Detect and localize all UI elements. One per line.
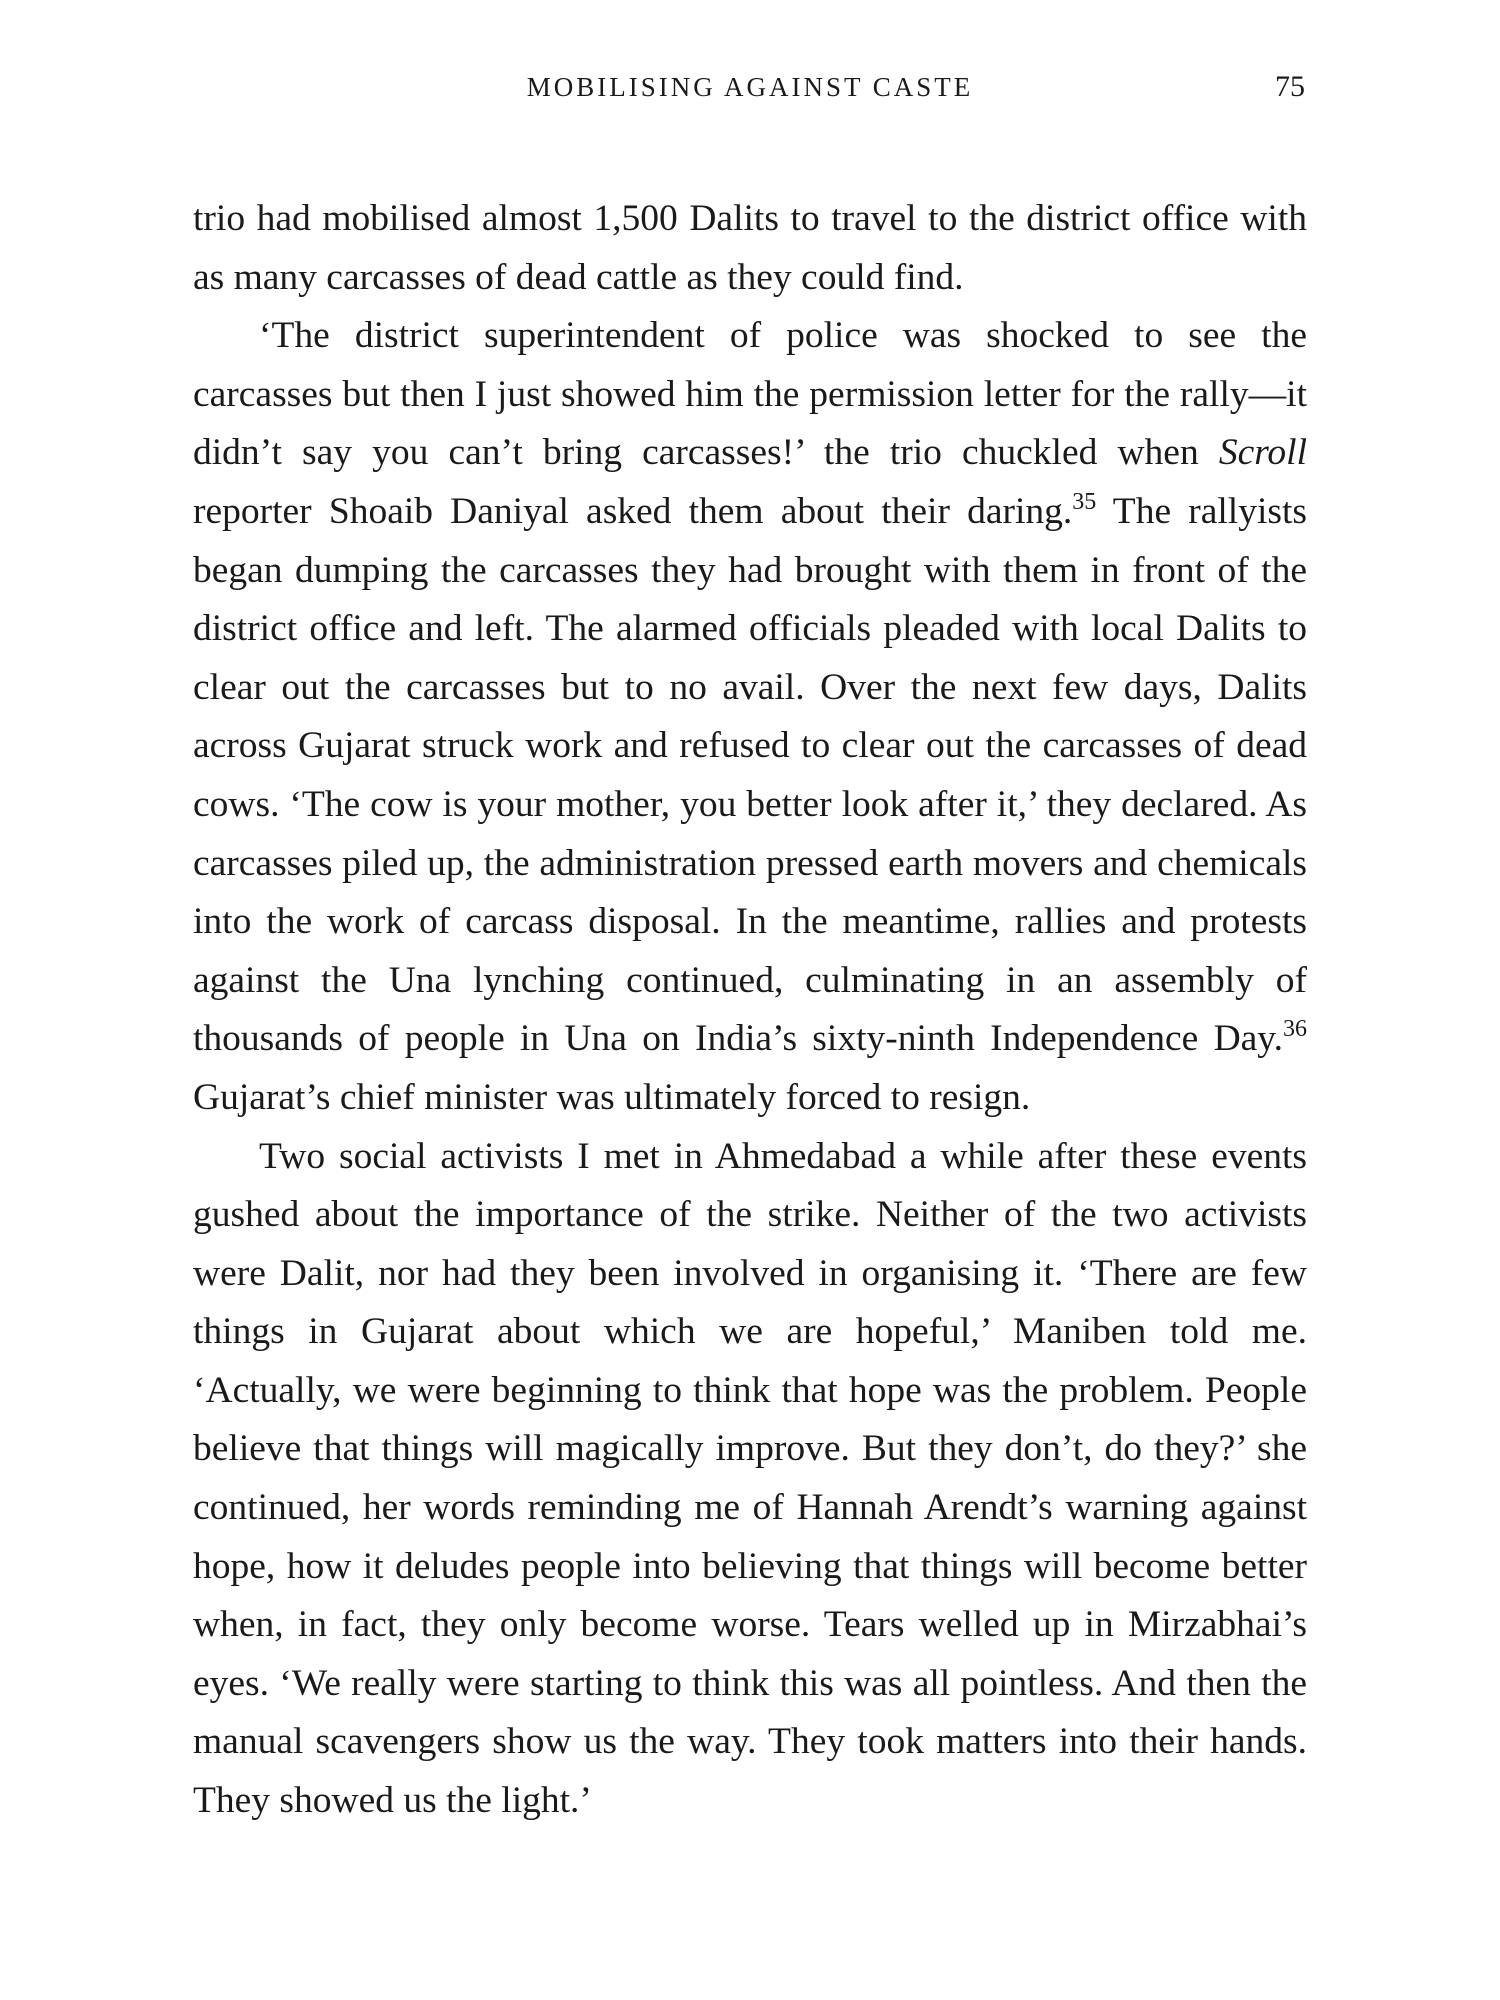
running-title: MOBILISING AGAINST CASTE [526,72,974,102]
body-text [193,190,1307,1831]
paragraph-continued [193,190,1307,307]
paragraph-rally [193,307,1307,1127]
footnote-marker: 35 [1072,488,1097,515]
running-head [195,72,1305,112]
paragraph-text: Two social activists I met in Ahmedabad a while after these events gushed about the importance of the strike. Neither of the two activists were Dalit, nor had they been involved in organising it. ‘There are few things in Gujarat about which we are hopeful,’ Maniben told me. ‘Actually, we were beginning to think that hope was the problem. People believe that things will magically improve. But they don’t, do they?’ she continued, her words reminding me of Hannah Arendt’s warning against hope, how it deludes people into believing that things will become better when, in fact, they only become worse. Tears welled up in Mirzabhai’s eyes. ‘We really were starting to think this was all pointless. And then the manual scavengers show us the way. They took matters into their hands. They showed us the light.’ [193,1135,1307,1822]
paragraph-text: Gujarat’s chief minister was ultimately forced to resign. [193,1076,1031,1118]
footnote-marker: 36 [1283,1016,1307,1043]
paragraph-text: ‘The district superintendent of police was shocked to see the carcasses but then I just showed him the permission letter for the rally—it didn’t say you can’t bring carcasses!’ the trio chuckled when [193,315,1307,474]
paragraph-text: The rallyists began dumping the carcasses they had brought with them in front of the district office and left. The alarmed officials pleaded with local Dalits to clear out the carcasses but to no avail. Over the next few days, Dalits across Gujarat struck work and refused to clear out the carcasses of dead cows. ‘The cow is your mother, you better look after it,’ they declared. As carcasses piled up, the administration pressed earth movers and chemicals into the work of carcass disposal. In the meantime, rallies and protests against the Una lynching continued, culminating in an assembly of thousands of people in Una on India’s sixty-ninth Independence Day. [193,490,1307,1060]
page-number: 75 [1275,70,1305,103]
paragraph-activists [193,1128,1307,1831]
paragraph-text: trio had mobilised almost 1,500 Dalits to travel to the district office with as many carcasses of dead cattle as they could find. [193,198,1307,298]
paragraph-text: reporter Shoaib Daniyal asked them about their daring. [193,490,1073,532]
publication-name: Scroll [1218,432,1307,474]
